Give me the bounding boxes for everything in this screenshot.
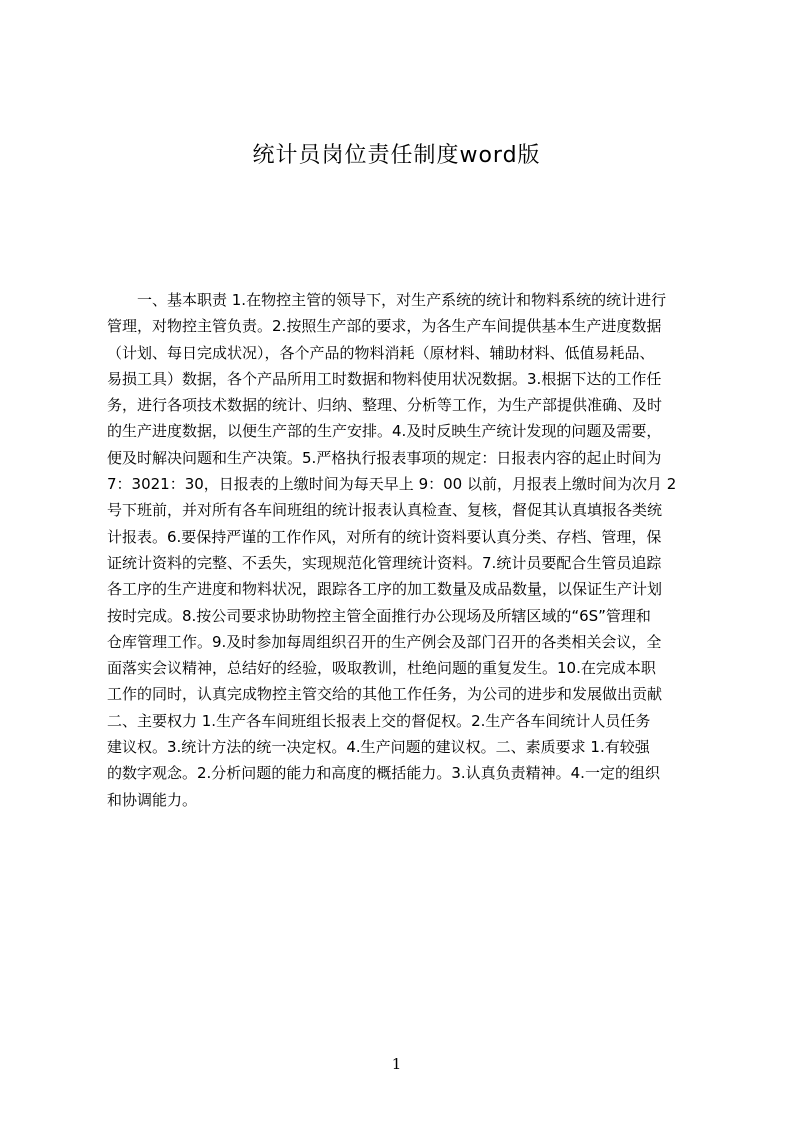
body-line: 7：3021：30，日报表的上缴时间为每天早上 9：00 以前，月报表上缴时间为次月 2 xyxy=(107,475,677,494)
body-line: 的数字观念。2.分析问题的能力和高度的概括能力。3.认真负责精神。4.一定的组织 xyxy=(107,764,660,783)
body-line: 仓库管理工作。9.及时参加每周组织召开的生产例会及部门召开的各类相关会议，全 xyxy=(107,632,662,651)
body-line: （计划、每日完成状况），各个产品的物料消耗（原材料、辅助材料、低值易耗品、 xyxy=(107,343,655,362)
body-line: 易损工具）数据，各个产品所用工时数据和物料使用状况数据。3.根据下达的工作任 xyxy=(107,369,662,388)
page-number: 1 xyxy=(391,1055,402,1073)
body-line: 和协调能力。 xyxy=(107,790,198,809)
body-line: 一、基本职责 1.在物控主管的领导下，对生产系统的统计和物料系统的统计进行 xyxy=(137,291,667,309)
body-line: 号下班前，并对所有各车间班组的统计报表认真检查、复核，督促其认真填报各类统 xyxy=(107,501,663,520)
document-body xyxy=(107,287,707,813)
body-line: 工作的同时，认真完成物控主管交给的其他工作任务，为公司的进步和发展做出贡献 xyxy=(107,685,663,704)
body-line: 便及时解决问题和生产决策。5.严格执行报表事项的规定：日报表内容的起止时间为 xyxy=(107,448,662,467)
body-line: 面落实会议精神，总结好的经验，吸取教训，杜绝问题的重复发生。10.在完成本职 xyxy=(107,659,656,678)
body-line: 各工序的生产进度和物料状况，跟踪各工序的加工数量及成品数量，以保证生产计划 xyxy=(107,580,663,599)
body-line: 计报表。6.要保持严谨的工作作风，对所有的统计资料要认真分类、存档、管理，保 xyxy=(107,527,662,546)
body-line: 务，进行各项技术数据的统计、归纳、整理、分析等工作，为生产部提供准确、及时 xyxy=(107,396,663,415)
body-line: 按时完成。8.按公司要求协助物控主管全面推行办公现场及所辖区域的“6S”管理和 xyxy=(107,606,651,625)
body-line: 二、主要权力 1.生产各车间班组长报表上交的督促权。2.生产各车间统计人员任务 xyxy=(107,711,651,730)
body-line: 管理，对物控主管负责。2.按照生产部的要求，为各生产车间提供基本生产进度数据 xyxy=(107,317,662,336)
document-title: 统计员岗位责任制度word版 xyxy=(252,143,541,168)
body-line: 证统计资料的完整、不丢失，实现规范化管理统计资料。7.统计员要配合生管员追踪 xyxy=(107,553,662,572)
body-line: 建议权。3.统计方法的统一决定权。4.生产问题的建议权。二、素质要求 1.有较强 xyxy=(107,738,650,757)
body-line: 的生产进度数据，以便生产部的生产安排。4.及时反映生产统计发现的问题及需要， xyxy=(107,422,662,441)
